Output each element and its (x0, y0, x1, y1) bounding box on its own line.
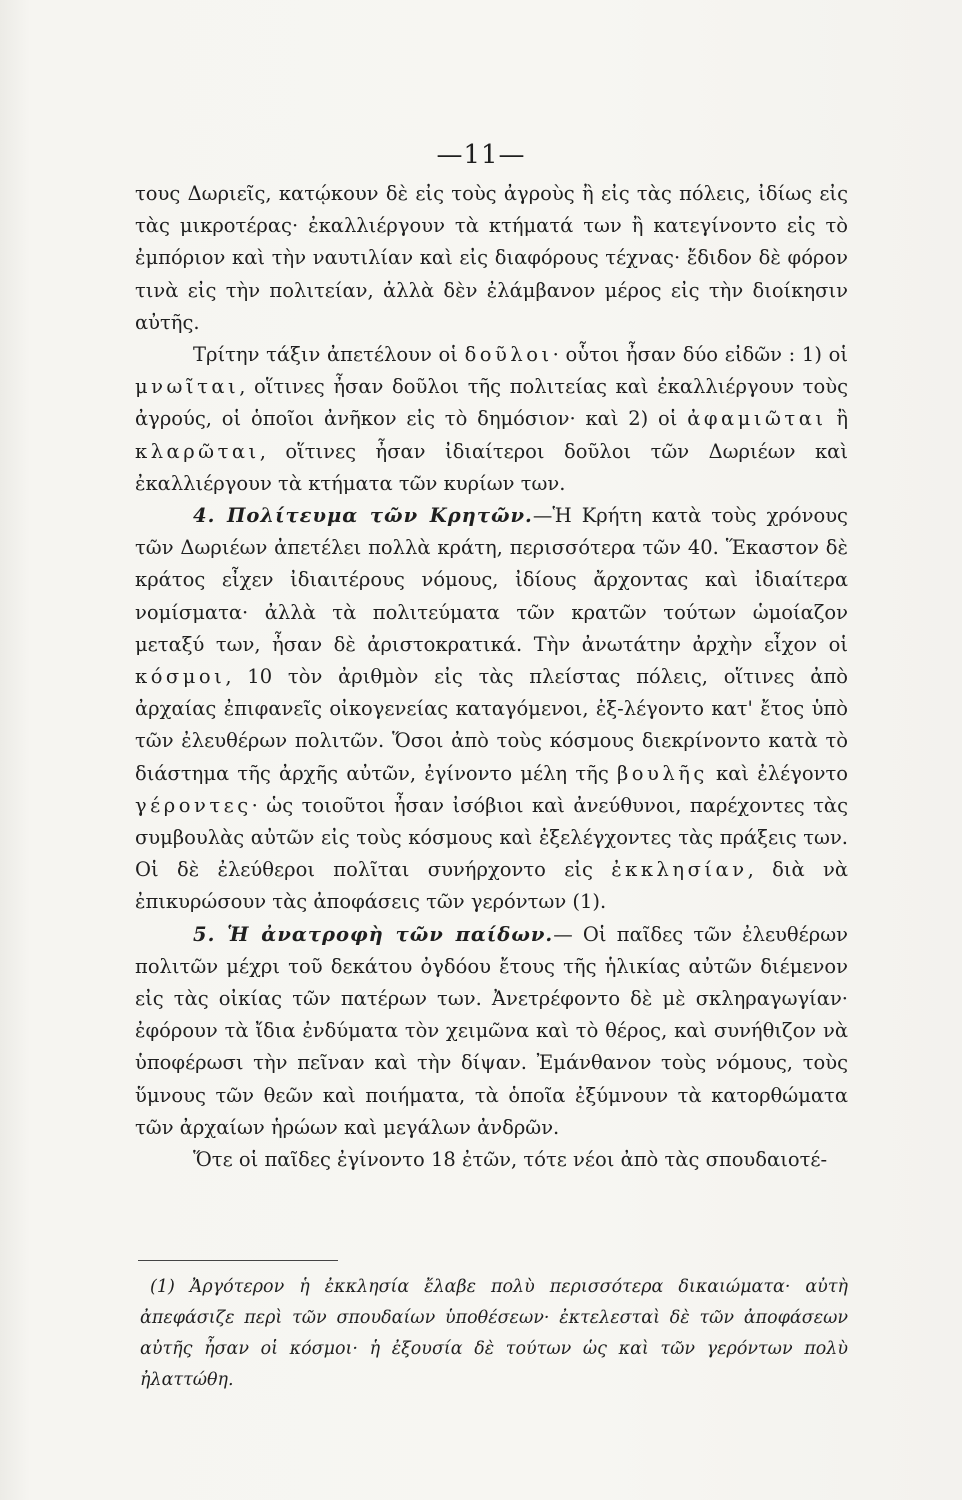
spaced-term-mnoitai: μνωῖται (135, 375, 240, 399)
paragraph-5 (135, 1144, 848, 1176)
text-run: καὶ ἐλέγοντο (707, 761, 848, 785)
text-run: ἢ (826, 407, 848, 431)
section-heading-4: 4. Πολίτευμα τῶν Κρητῶν. (193, 504, 533, 528)
text-run: Ὅτε οἱ παῖδες ἐγίνοντο 18 ἐτῶν, τότε νέοι ἀπὸ τὰς σπουδαιοτέ- (193, 1148, 828, 1172)
paragraph-4 (135, 919, 848, 1144)
spaced-term-douloi: δοῦλοι (464, 343, 553, 367)
paragraph-1 (135, 178, 848, 339)
text-run: , διὰ νὰ ἐπικυρώσουν τὰς ἀποφάσεις τῶν γερόντων (1). (135, 858, 849, 914)
paragraph-2 (135, 339, 848, 500)
footnote (140, 1272, 848, 1396)
text-run: Τρίτην τάξιν ἀπετέλουν οἱ (193, 343, 465, 367)
page-number: —11— (436, 140, 526, 170)
body-text (135, 178, 848, 1176)
text-run: , οἵτινες ἦσαν δοῦλοι τῆς πολιτείας καὶ ἐκαλλιέργουν τοὺς ἀγρούς, οἱ ὁποῖοι ἀνῆκον εἰς τὸ δημόσιον· καὶ 2) οἱ (135, 375, 848, 431)
text-run: · οὗτοι ἦσαν δύο εἰδῶν : 1) οἱ (552, 343, 848, 367)
paragraph-3 (135, 500, 848, 919)
text-run: τους Δωριεῖς, κατῴκουν δὲ εἰς τοὺς ἀγροὺς ἢ εἰς τὰς πόλεις, ἰδίως εἰς τὰς μικροτέρας· ἐκαλλιέργουν τὰ κτήματά των ἢ κατεγίνοντο εἰς τὸ ἐμπόριον καὶ τὴν ναυτιλίαν καὶ εἰς διαφόρους τέχνας· ἔδιδον δὲ φόρον τινὰ εἰς τὴν πολιτείαν, ἀλλὰ δὲν ἐλάμβανον μέρος εἰς τὴν διοίκησιν αὐτῆς. (135, 182, 848, 334)
spaced-term-klarotai: κλαρῶται (135, 439, 260, 463)
spaced-term-voulis: βουλῆς (616, 761, 708, 785)
footnote-text: (1) Ἀργότερον ἡ ἐκκλησία ἔλαβε πολὺ περισσότερα δικαιώματα· αὐτὴ ἀπεφάσιζε περὶ τῶν σπουδαίων ὑποθέσεων· ἐκτελεσταὶ δὲ τῶν ἀποφάσεων αὐτῆς ἦσαν οἱ κόσμοι· ἡ ἐξουσία δὲ τούτων ὡς καὶ τῶν γερόντων πολὺ ἠλαττώθη. (140, 1277, 848, 1390)
text-run: , 10 τὸν ἀριθμὸν εἰς τὰς πλείστας πόλεις, οἵτινες ἀπὸ ἀρχαίας ἐπιφανεῖς οἰκογενείας καταγόμενοι, ἐξ-λέγοντο κατ' ἔτος ὑπὸ τῶν ἐλευθέρων πολιτῶν. Ὅσοι ἀπὸ τοὺς κόσμους διεκρίνοντο κατὰ τὸ διάστημα τῆς ἀρχῆς αὐτῶν, ἐγίνοντο μέλη τῆς (135, 665, 848, 785)
section-heading-5: 5. Ἡ ἀνατροφὴ τῶν παίδων. (193, 922, 554, 946)
spaced-term-ekklisian: ἐκκλησίαν (611, 858, 748, 882)
footnote-divider (138, 1260, 338, 1261)
spaced-term-kosmoi: κόσμοι (135, 665, 226, 689)
spaced-term-afamiotai: ἀφαμιῶται (687, 407, 827, 431)
text-run: — Οἱ παῖδες τῶν ἐλευθέρων πολιτῶν μέχρι τοῦ δεκάτου ὀγδόου ἔτους τῆς ἡλικίας αὐτῶν διέμενον εἰς τὰς οἰκίας τῶν πατέρων των. Ἀνετρέφοντο δὲ μὲ σκληραγωγίαν· ἐφόρουν τὰ ἴδια ἐνδύματα τὸν χειμῶνα καὶ τὸ θέρος, καὶ συνήθιζον νὰ ὑποφέρωσι τὴν πεῖναν καὶ τὴν δίψαν. Ἐμάνθανον τοὺς νόμους, τοὺς ὕμνους τῶν θεῶν καὶ ποιήματα, τὰ ὁποῖα ἐξύμνουν τὰ κατορθώματα τῶν ἀρχαίων ἡρώων καὶ μεγάλων ἀνδρῶν. (135, 922, 848, 1139)
text-run: · ὡς τοιοῦτοι ἦσαν ἰσόβιοι καὶ ἀνεύθυνοι, παρέχοντες τὰς συμβουλὰς αὐτῶν εἰς τοὺς κόσμους καὶ ἐξελέγχοντες τὰς πράξεις των. Οἱ δὲ ἐλεύθεροι πολῖται συνήρχοντο εἰς (135, 793, 848, 882)
text-run: , οἵτινες ἦσαν ἰδιαίτεροι δοῦλοι τῶν Δωριέων καὶ ἐκαλλιέργουν τὰ κτήματα τῶν κυρίων των. (135, 439, 848, 495)
text-run: —Ἡ Κρήτη κατὰ τοὺς χρόνους τῶν Δωριέων ἀπετέλει πολλὰ κράτη, περισσότερα τῶν 40. Ἕκαστον δὲ κράτος εἶχεν ἰδιαιτέρους νόμους, ἰδίους ἄρχοντας καὶ ἰδιαίτερα νομίσματα· ἀλλὰ τὰ πολιτεύματα τῶν κρατῶν τούτων ὡμοίαζον μεταξύ των, ἦσαν δὲ ἀριστοκρατικά. Τὴν ἀνωτάτην ἀρχὴν εἶχον οἱ (135, 504, 848, 656)
spaced-term-gerontes: γέροντες (135, 793, 252, 817)
